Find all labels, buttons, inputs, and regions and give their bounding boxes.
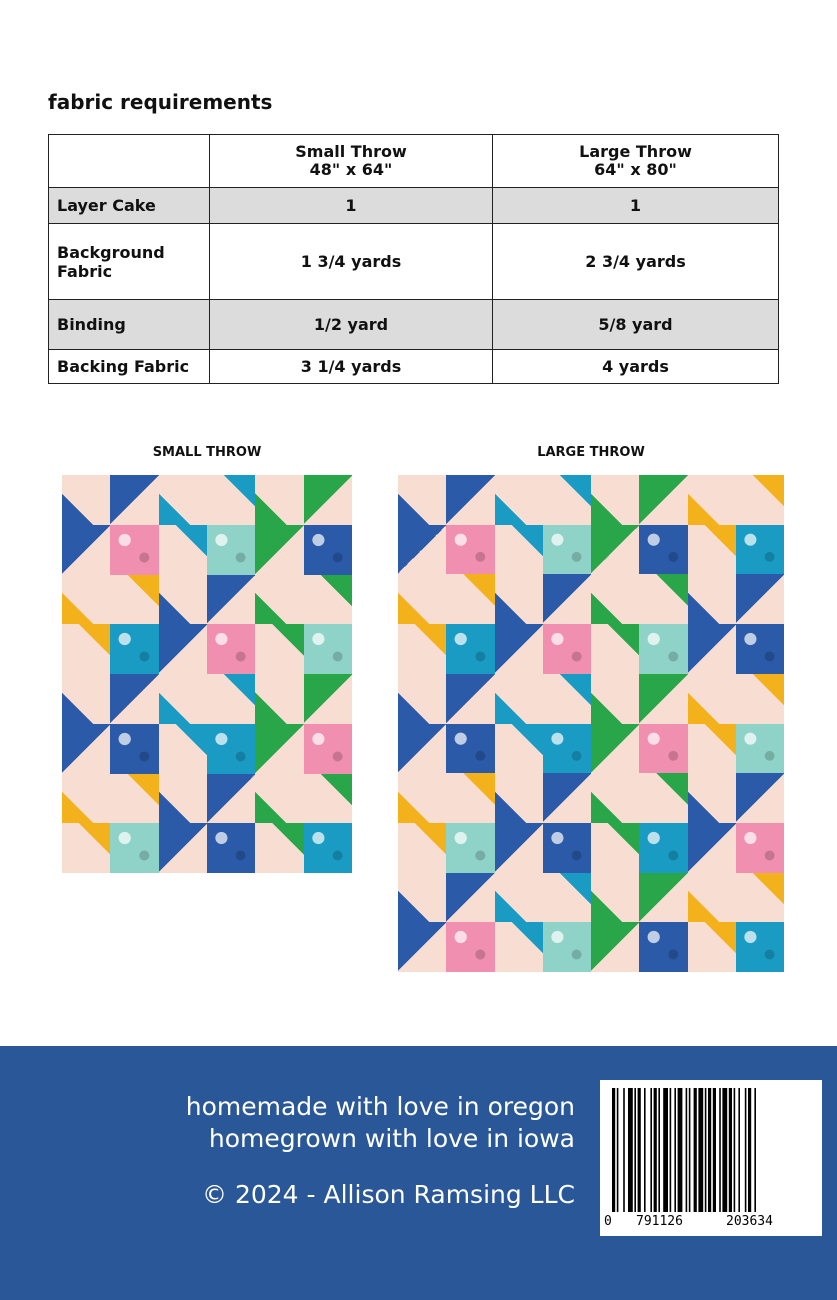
large-value: 1	[493, 188, 779, 224]
quilt-block	[207, 823, 255, 873]
quilt-block	[543, 873, 591, 923]
barcode-bar	[670, 1088, 672, 1212]
quilt-block	[736, 674, 784, 724]
quilt-block	[736, 823, 784, 873]
quilt-block	[110, 674, 158, 724]
footer-line-iowa: homegrown with love in iowa	[208, 1124, 575, 1153]
quilt-block	[446, 823, 494, 873]
quilt-block	[688, 525, 736, 575]
quilt-block	[495, 674, 543, 724]
quilt-block	[736, 873, 784, 923]
quilt-block	[255, 475, 303, 525]
quilt-block	[446, 525, 494, 575]
quilt-block	[255, 724, 303, 774]
quilt-block	[446, 724, 494, 774]
row-label: Layer Cake	[49, 188, 210, 224]
quilt-block	[207, 575, 255, 625]
quilt-block	[495, 525, 543, 575]
large-throw-size: 64" x 80"	[594, 160, 677, 179]
quilt-block	[688, 873, 736, 923]
quilt-block	[110, 525, 158, 575]
quilt-block	[639, 724, 687, 774]
barcode-bar	[644, 1088, 646, 1212]
quilt-block	[304, 624, 352, 674]
quilt-block	[736, 475, 784, 525]
barcode	[600, 1080, 822, 1236]
barcode-bar	[617, 1088, 619, 1212]
quilt-block	[304, 525, 352, 575]
quilt-block	[495, 624, 543, 674]
large-value: 5/8 yard	[493, 300, 779, 350]
large-throw-name: Large Throw	[579, 142, 692, 161]
quilt-block	[110, 575, 158, 625]
quilt-block	[255, 525, 303, 575]
table-row	[49, 350, 779, 384]
quilt-block	[110, 475, 158, 525]
quilt-block	[207, 724, 255, 774]
quilt-block	[398, 525, 446, 575]
quilt-block	[398, 922, 446, 972]
quilt-block	[207, 475, 255, 525]
quilt-block	[207, 525, 255, 575]
small-throw-size: 48" x 64"	[309, 160, 393, 179]
row-label	[49, 224, 210, 300]
quilt-block	[446, 922, 494, 972]
quilt-block	[688, 475, 736, 525]
quilt-block	[207, 674, 255, 724]
quilt-block	[110, 724, 158, 774]
barcode-bar	[705, 1088, 707, 1212]
barcode-bar	[754, 1088, 756, 1212]
table-row	[49, 188, 779, 224]
quilt-block	[543, 773, 591, 823]
quilt-block	[398, 873, 446, 923]
quilt-block	[688, 823, 736, 873]
quilt-block	[62, 525, 110, 575]
quilt-block	[446, 574, 494, 624]
barcode-bar	[686, 1088, 688, 1212]
row-label: Binding	[49, 300, 210, 350]
quilt-block	[591, 674, 639, 724]
quilt-block	[639, 873, 687, 923]
quilt-block	[688, 574, 736, 624]
quilt-block	[62, 724, 110, 774]
large-throw-quilt-image	[398, 475, 784, 972]
barcode-bar	[694, 1088, 697, 1212]
small-throw-label: SMALL THROW	[152, 445, 262, 460]
quilt-block	[159, 674, 207, 724]
quilt-block	[591, 475, 639, 525]
quilt-block	[62, 823, 110, 873]
header-empty-cell	[49, 135, 210, 188]
quilt-block	[688, 724, 736, 774]
quilt-block	[591, 873, 639, 923]
quilt-block	[591, 922, 639, 972]
quilt-block	[207, 624, 255, 674]
copyright-text: © 2024 - Allison Ramsing LLC	[202, 1180, 575, 1209]
barcode-bar	[698, 1088, 703, 1212]
large-value: 2 3/4 yards	[493, 224, 779, 300]
barcode-bar	[634, 1088, 636, 1212]
quilt-block	[304, 774, 352, 824]
quilt-block	[639, 574, 687, 624]
quilt-block	[591, 724, 639, 774]
barcode-bar	[623, 1088, 625, 1212]
quilt-block	[159, 575, 207, 625]
quilt-block	[495, 773, 543, 823]
barcode-bar	[719, 1088, 721, 1212]
quilt-block	[591, 574, 639, 624]
barcode-bar	[708, 1088, 711, 1212]
quilt-block	[304, 823, 352, 873]
quilt-block	[62, 674, 110, 724]
table-header-row	[49, 135, 779, 188]
quilt-block	[398, 724, 446, 774]
barcode-bar	[734, 1088, 736, 1212]
quilt-block	[398, 475, 446, 525]
quilt-block	[543, 475, 591, 525]
quilt-block	[688, 674, 736, 724]
quilt-block	[591, 823, 639, 873]
quilt-block	[304, 475, 352, 525]
quilt-block	[446, 773, 494, 823]
table-row	[49, 300, 779, 350]
quilt-block	[639, 624, 687, 674]
quilt-block	[255, 674, 303, 724]
quilt-block	[639, 475, 687, 525]
barcode-digit-left: 0	[604, 1214, 612, 1229]
quilt-block	[255, 823, 303, 873]
quilt-block	[543, 574, 591, 624]
quilt-block	[639, 773, 687, 823]
large-throw-label: LARGE THROW	[537, 445, 645, 460]
header-small-throw	[210, 135, 493, 188]
quilt-block	[159, 724, 207, 774]
quilt-block	[639, 922, 687, 972]
quilt-block	[110, 774, 158, 824]
quilt-block	[62, 774, 110, 824]
barcode-bar	[748, 1088, 751, 1212]
quilt-block	[110, 624, 158, 674]
quilt-block	[543, 624, 591, 674]
quilt-block	[159, 475, 207, 525]
barcode-group-2: 203634	[726, 1214, 773, 1229]
barcode-bar	[722, 1088, 727, 1212]
quilt-block	[495, 574, 543, 624]
quilt-block	[304, 674, 352, 724]
barcode-bar	[654, 1088, 657, 1212]
quilt-block	[688, 922, 736, 972]
quilt-block	[688, 773, 736, 823]
quilt-block	[255, 624, 303, 674]
quilt-block	[398, 674, 446, 724]
barcode-bar	[612, 1088, 615, 1212]
quilt-block	[543, 724, 591, 774]
quilt-block	[62, 475, 110, 525]
quilt-block	[591, 773, 639, 823]
barcode-bar	[638, 1088, 641, 1212]
barcode-bars	[608, 1088, 814, 1212]
large-value: 4 yards	[493, 350, 779, 384]
table-row	[49, 224, 779, 300]
quilt-block	[255, 774, 303, 824]
barcode-bar	[663, 1088, 668, 1212]
quilt-block	[736, 624, 784, 674]
quilt-block	[304, 575, 352, 625]
barcode-bar	[658, 1088, 660, 1212]
small-value: 1/2 yard	[210, 300, 493, 350]
quilt-block	[207, 774, 255, 824]
quilt-block	[446, 475, 494, 525]
header-large-throw	[493, 135, 779, 188]
row-label-text: Background Fabric	[57, 242, 165, 281]
barcode-bar	[713, 1088, 716, 1212]
quilt-block	[446, 624, 494, 674]
barcode-bar	[745, 1088, 747, 1212]
quilt-block	[543, 823, 591, 873]
quilt-block	[159, 774, 207, 824]
quilt-block	[398, 823, 446, 873]
quilt-block	[495, 724, 543, 774]
small-value: 1 3/4 yards	[210, 224, 493, 300]
barcode-bar	[729, 1088, 732, 1212]
quilt-block	[398, 773, 446, 823]
quilt-block	[736, 922, 784, 972]
quilt-block	[639, 674, 687, 724]
quilt-block	[736, 525, 784, 575]
quilt-block	[639, 823, 687, 873]
quilt-block	[255, 575, 303, 625]
quilt-block	[736, 574, 784, 624]
quilt-block	[159, 525, 207, 575]
small-throw-name: Small Throw	[295, 142, 407, 161]
quilt-block	[159, 624, 207, 674]
barcode-bar	[689, 1088, 691, 1212]
fabric-requirements-table	[48, 134, 779, 384]
barcode-bar	[650, 1088, 652, 1212]
quilt-block	[495, 922, 543, 972]
quilt-block	[159, 823, 207, 873]
quilt-block	[398, 574, 446, 624]
quilt-block	[543, 674, 591, 724]
quilt-block	[591, 624, 639, 674]
quilt-block	[446, 674, 494, 724]
quilt-block	[304, 724, 352, 774]
quilt-block	[591, 525, 639, 575]
barcode-bar	[628, 1088, 633, 1212]
quilt-block	[495, 475, 543, 525]
barcode-bar	[674, 1088, 676, 1212]
barcode-bar	[738, 1088, 740, 1212]
quilt-block	[110, 823, 158, 873]
page-title: fabric requirements	[48, 90, 273, 114]
quilt-block	[495, 873, 543, 923]
quilt-block	[736, 724, 784, 774]
footer-line-oregon: homemade with love in oregon	[185, 1092, 575, 1121]
row-label: Backing Fabric	[49, 350, 210, 384]
quilt-block	[736, 773, 784, 823]
barcode-group-1: 791126	[636, 1214, 683, 1229]
small-value: 1	[210, 188, 493, 224]
barcode-bar	[678, 1088, 683, 1212]
quilt-block	[639, 525, 687, 575]
quilt-block	[495, 823, 543, 873]
quilt-block	[398, 624, 446, 674]
quilt-block	[543, 922, 591, 972]
quilt-block	[688, 624, 736, 674]
quilt-block	[446, 873, 494, 923]
quilt-block	[62, 575, 110, 625]
quilt-block	[543, 525, 591, 575]
small-value: 3 1/4 yards	[210, 350, 493, 384]
small-throw-quilt-image	[62, 475, 352, 873]
quilt-block	[62, 624, 110, 674]
